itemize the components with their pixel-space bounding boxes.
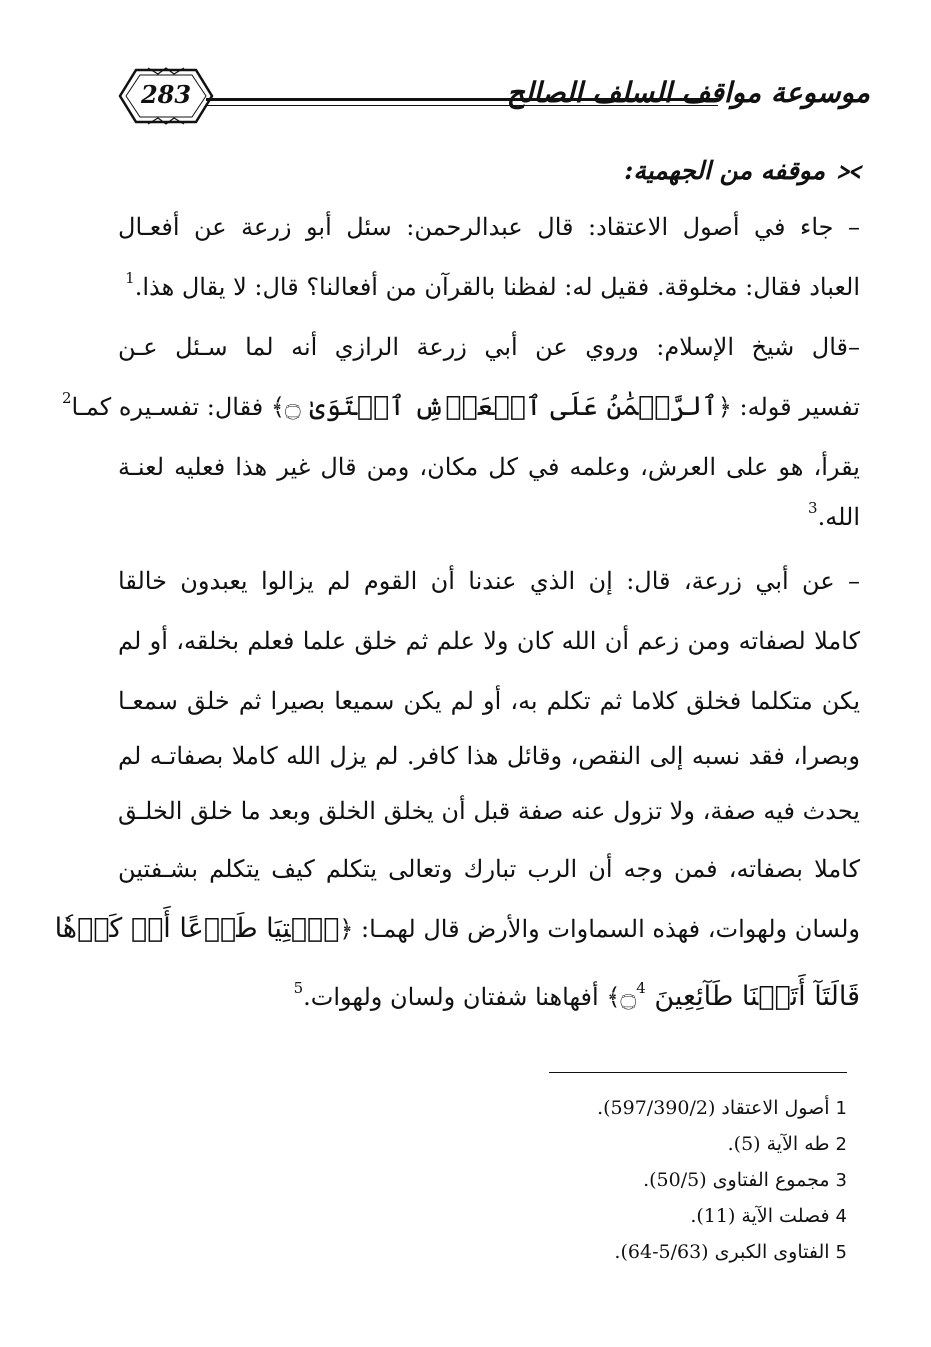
text-line: يكن متكلما فخلق كلاما ثم تكلم به، أو لم يكن سميعا بصيرا ثم خلق سمعـا bbox=[118, 687, 860, 715]
text-line: –قال شيخ الإسلام: وروي عن أبي زرعة الرازي أنه لما سـئل عـن bbox=[118, 333, 860, 361]
footnote-ref: 5 bbox=[293, 979, 304, 997]
text-line: تفسير قوله: ﴿ٱلرَّحۡمَٰنُ عَلَى ٱلۡعَرۡشِ ٱسۡتَوَىٰ ۝﴾ فقال: تفسـيره كمـا$^2$ bbox=[62, 389, 860, 422]
footnote-separator bbox=[549, 1072, 847, 1073]
footnote-item: 3مجموع الفتاوى (50/5). bbox=[643, 1169, 847, 1191]
text-line: ولسان ولهوات، فهذه السماوات والأرض قال لهمـا: ﴿ٱئۡتِيَا طَوۡعًا أَوۡ كَرۡهٗا bbox=[54, 913, 860, 944]
footnotes bbox=[597, 1090, 847, 1270]
book-title: موسوعة مواقف السلف الصالح bbox=[506, 76, 870, 109]
footnote-ref: 3 bbox=[808, 499, 818, 517]
footnote-ref: 2 bbox=[62, 389, 72, 407]
quran-verse: قَالَتَآ أَتَيۡنَا طَآئِعِينَ ۝ bbox=[620, 981, 860, 1012]
section-heading-text: موقفه من الجهمية: bbox=[624, 155, 826, 185]
quran-verse: ٱئۡتِيَا طَوۡعًا أَوۡ كَرۡهٗا bbox=[54, 913, 340, 944]
text-line: قَالَتَآ أَتَيۡنَا طَآئِعِينَ ۝$^4$﴾ أفهاهنا شفتان ولسان ولهوات.$^5$ bbox=[293, 979, 860, 1012]
text-line: كاملا بصفاته، فمن وجه أن الرب تبارك وتعالى يتكلم كيف يتكلم بشـفتين bbox=[118, 855, 860, 883]
footnote-ref: 1 bbox=[125, 269, 135, 287]
footnote-item: 2طه الآية (5). bbox=[727, 1133, 847, 1155]
quran-verse: ٱلرَّحۡمَٰنُ عَلَى ٱلۡعَرۡشِ ٱسۡتَوَىٰ ۝ bbox=[284, 391, 718, 422]
footnote-item: 5الفتاوى الكبرى (5/63-64). bbox=[614, 1241, 847, 1263]
page-header bbox=[118, 66, 870, 130]
text-line: يقرأ، هو على العرش، وعلمه في كل مكان، ومن قال غير هذا فعليه لعنـة bbox=[118, 453, 860, 481]
arrow-bullet-icon: ⪥ bbox=[837, 155, 860, 185]
page-number: 283 bbox=[140, 80, 192, 109]
text-line: الله.$^3$ bbox=[808, 499, 860, 531]
footnote-item: 4فصلت الآية (11). bbox=[690, 1205, 847, 1227]
footnote-item: 1أصول الاعتقاد (597/390/2). bbox=[597, 1097, 847, 1119]
footnote-ref: 4 bbox=[636, 979, 646, 997]
text-line: يحدث فيه صفة، ولا تزول عنه صفة قبل أن يخلق الخلق وبعد ما خلق الخلـق bbox=[118, 797, 860, 825]
page-number-badge bbox=[118, 66, 214, 126]
text-line: كاملا لصفاته ومن زعم أن الله كان ولا علم ثم خلق علما فعلم بخلقه، أو لم bbox=[118, 627, 860, 655]
section-heading bbox=[624, 148, 860, 192]
text-line: – عن أبي زرعة، قال: إن الذي عندنا أن القوم لم يزالوا يعبدون خالقا bbox=[118, 567, 861, 595]
text-line: وبصرا، فقد نسبه إلى النقص، وقائل هذا كافر. لم يزل الله كاملا بصفاتـه لم bbox=[118, 742, 860, 770]
text-line: – جاء في أصول الاعتقاد: قال عبدالرحمن: سئل أبو زرعة عن أفعـال bbox=[118, 213, 860, 241]
text-line: العباد فقال: مخلوقة. فقيل له: لفظنا بالقرآن من أفعالنا؟ قال: لا يقال هذا.$^1$ bbox=[125, 269, 860, 301]
